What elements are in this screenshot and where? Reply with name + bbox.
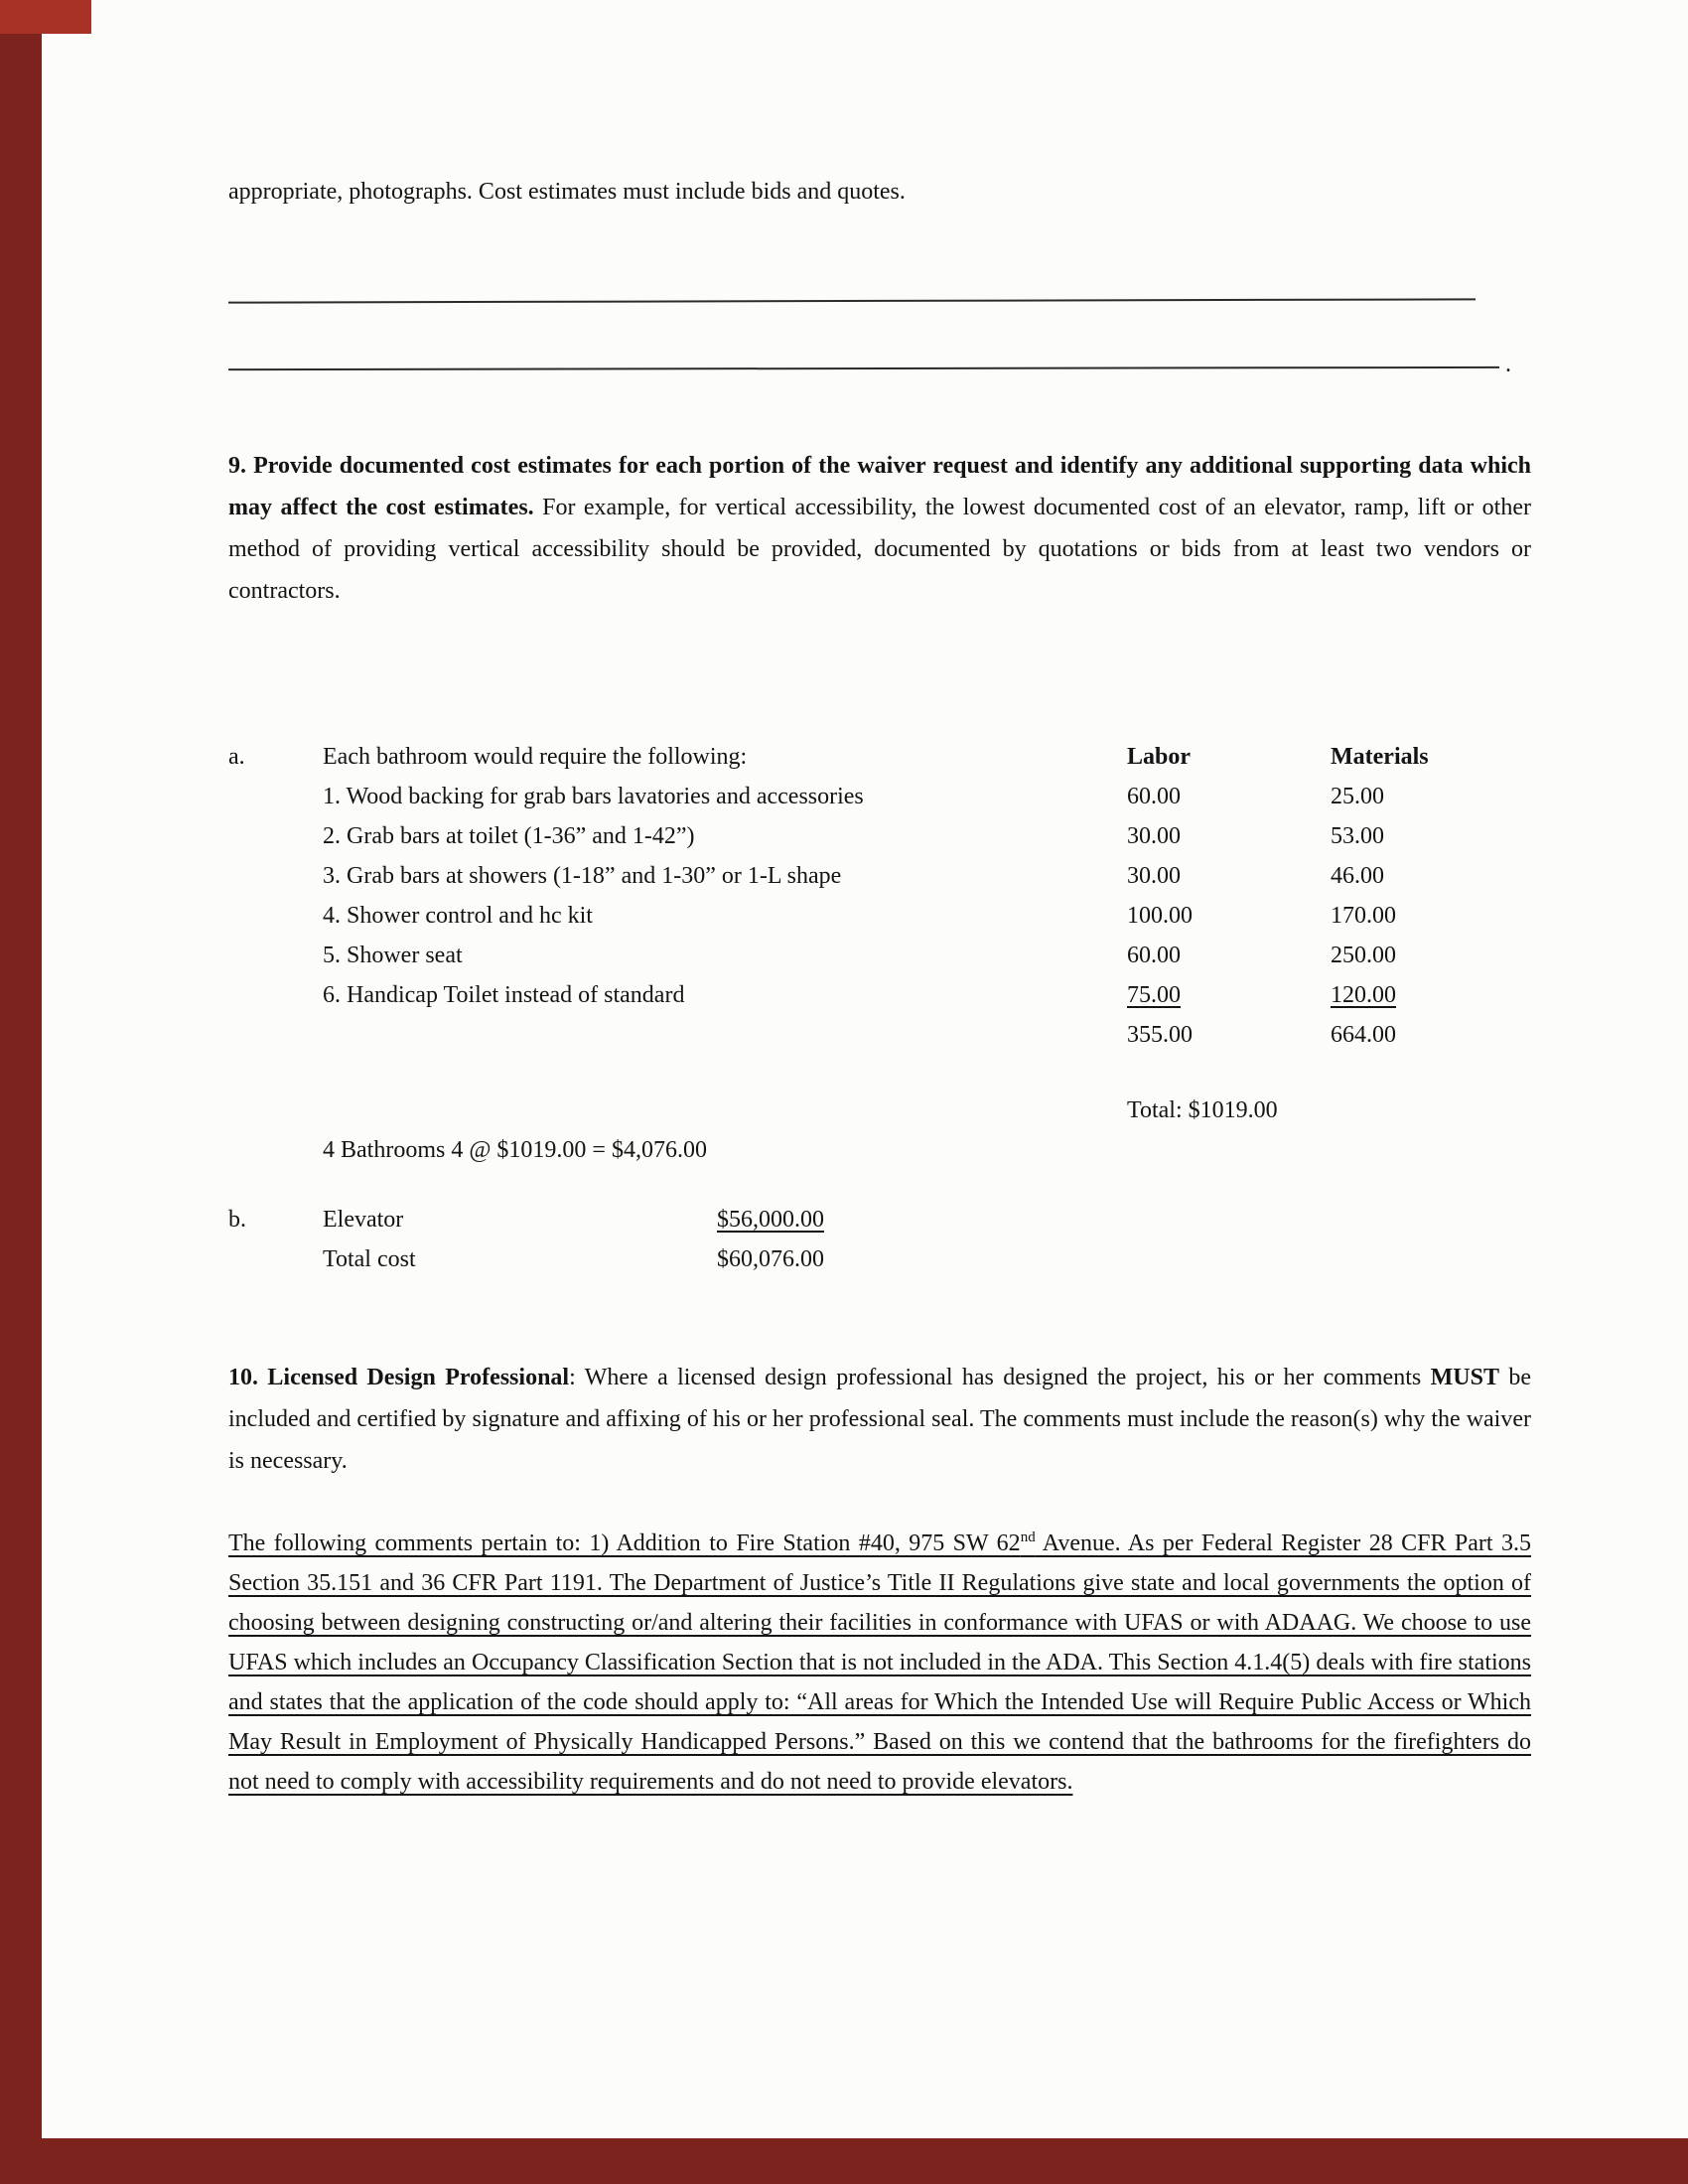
scan-artifact-left-stripe [0, 0, 42, 2184]
cost-row-desc: 4. Shower control and hc kit [323, 903, 593, 929]
cost-row-materials: 250.00 [1331, 943, 1396, 968]
cost-estimate-table [228, 737, 1531, 1170]
fill-in-line-2 [228, 366, 1499, 370]
grand-total: Total: $1019.00 [1127, 1097, 1278, 1123]
cost-row-labor: 75.00 [1127, 982, 1181, 1008]
total-cost-row [228, 1239, 1531, 1279]
section-9-body-text: For example, for vertical accessibility, the lowest documented cost of an elevator, ramp, lift or other method of providing vertical accessibility should be provided, documented by quotations or bids from at least two vendors or contractors. [228, 495, 1531, 604]
cost-row [228, 777, 1531, 816]
bathrooms-total-row [228, 1130, 1531, 1170]
cost-row [228, 936, 1531, 975]
cost-table-intro: Each bathroom would require the following: [323, 744, 748, 770]
item-label-b: b. [228, 1207, 246, 1233]
cost-row-desc: 1. Wood backing for grab bars lavatories and accessories [323, 784, 864, 809]
design-professional-comments-paragraph [228, 1518, 1531, 1802]
cost-row [228, 896, 1531, 936]
section-10-body-text: be included and certified by signature and affixing of his or her professional seal. The comments must include the reason(s) why the waiver is necessary. [228, 1365, 1532, 1474]
grand-total-row [228, 1091, 1531, 1130]
cost-table-header-row [228, 737, 1531, 777]
total-cost-value: $60,076.00 [717, 1246, 824, 1272]
section-9-bold-text: 9. Provide documented cost estimates for each portion of the waiver request and identify any additional supporting data which may affect the cost estimates. [228, 453, 1531, 520]
scan-artifact-topleft-mark [0, 0, 91, 34]
total-cost-label: Total cost [323, 1246, 416, 1272]
cost-row-labor: 60.00 [1127, 943, 1181, 968]
fill-in-line-1 [228, 298, 1476, 303]
cost-row-desc: 2. Grab bars at toilet (1-36” and 1-42”) [323, 823, 695, 849]
bathrooms-total-line: 4 Bathrooms 4 @ $1019.00 = $4,076.00 [323, 1137, 707, 1163]
cost-row-desc: 6. Handicap Toilet instead of standard [323, 982, 685, 1008]
section-10-must-text: MUST [1430, 1365, 1499, 1390]
comments-text-part2: Avenue. As per Federal Register 28 CFR Part 3.5 Section 35.151 and 36 CFR Part 1191. The Department of Justice’s Title II Regulations give state and local governments the option of choosing between designing constructing or/and altering their facilities in conformance with UFAS or with ADAAG. We choose to use UFAS which includes an Occupancy Classification Section that is not included in the ADA. This Section 4.1.4(5) deals with fire stations and states that the application of the code should apply to: “All areas for Which the Intended Use will Require Public Access or Which May Result in Employment of Physically Handicapped Persons.” Based on this we contend that the bathrooms for the firefighters do not need to comply with accessibility requirements and do not need to provide elevators. [228, 1530, 1531, 1795]
comments-text-part1: The following comments pertain to: 1) Addition to Fire Station #40, 975 SW 62 [228, 1530, 1021, 1556]
section-10-bold-text: 10. Licensed Design Professional [228, 1365, 570, 1390]
totals-labor: 355.00 [1127, 1022, 1193, 1048]
cost-row-materials: 170.00 [1331, 903, 1396, 929]
scan-artifact-bottom-stripe [0, 2138, 1688, 2184]
cost-row [228, 975, 1531, 1015]
cost-row-materials: 46.00 [1331, 863, 1384, 889]
cost-row-materials: 120.00 [1331, 982, 1396, 1008]
cost-row-desc: 5. Shower seat [323, 943, 463, 968]
cost-row-labor: 30.00 [1127, 823, 1181, 849]
cost-row-labor: 60.00 [1127, 784, 1181, 809]
column-header-labor: Labor [1127, 744, 1192, 770]
cost-row [228, 816, 1531, 856]
cost-row [228, 856, 1531, 896]
cost-row-labor: 100.00 [1127, 903, 1193, 929]
elevator-label: Elevator [323, 1207, 404, 1233]
section-10-paragraph [228, 1357, 1531, 1482]
cost-row-labor: 30.00 [1127, 863, 1181, 889]
totals-row [228, 1015, 1531, 1055]
section-9-paragraph [228, 445, 1531, 612]
elevator-row [228, 1200, 1531, 1239]
fill-in-line-period: . [1505, 352, 1511, 377]
intro-paragraph: appropriate, photographs. Cost estimates must include bids and quotes. [228, 179, 906, 205]
section-10-mid-text: : Where a licensed design professional has designed the project, his or her comments [569, 1365, 1431, 1390]
totals-materials: 664.00 [1331, 1022, 1396, 1048]
cost-row-desc: 3. Grab bars at showers (1-18” and 1-30” or 1-L shape [323, 863, 842, 889]
item-label-a: a. [228, 744, 245, 770]
elevator-cost: $56,000.00 [717, 1207, 824, 1233]
column-header-materials: Materials [1331, 744, 1429, 770]
elevator-section [228, 1200, 1531, 1279]
ordinal-superscript: nd [1020, 1529, 1036, 1545]
cost-row-materials: 53.00 [1331, 823, 1384, 849]
cost-row-materials: 25.00 [1331, 784, 1384, 809]
